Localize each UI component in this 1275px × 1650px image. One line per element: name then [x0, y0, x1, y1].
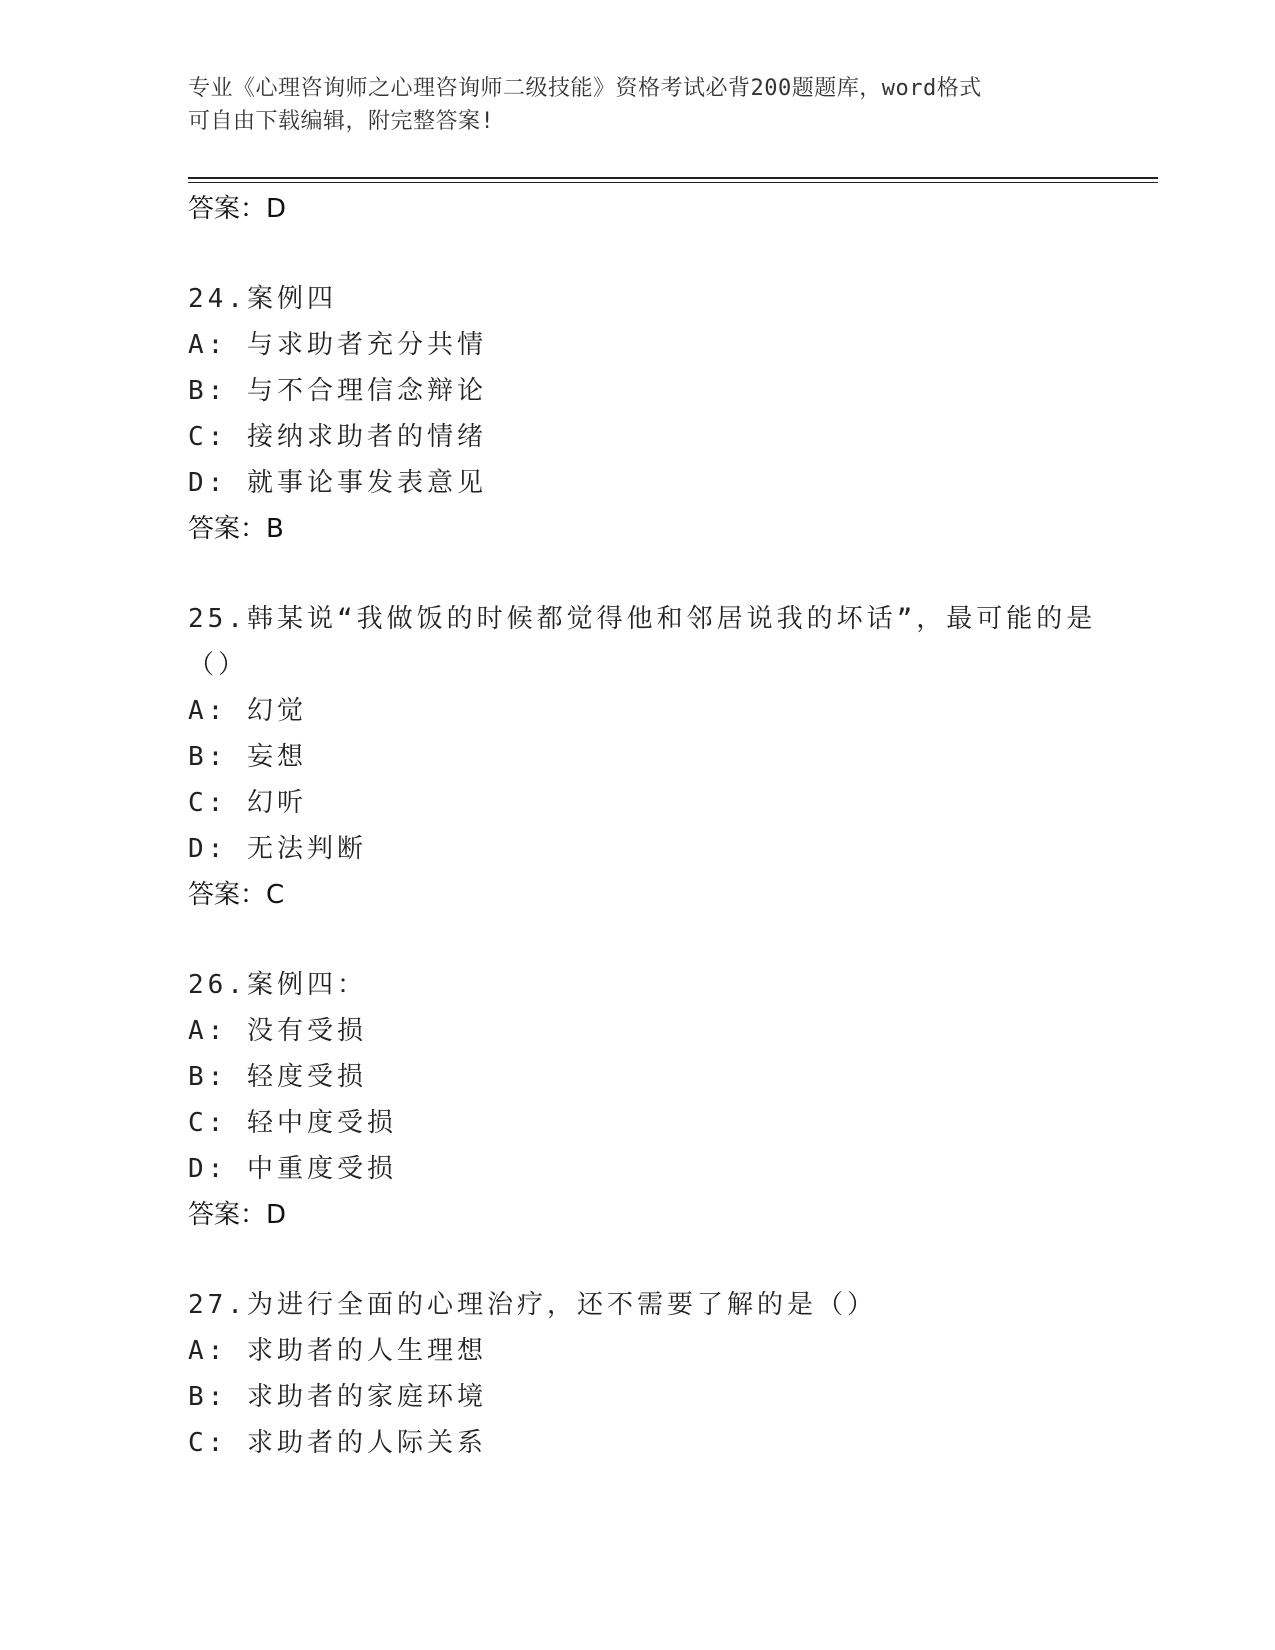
spacer: [188, 1238, 1088, 1282]
spacer: [188, 918, 1088, 962]
question-title: 27.为进行全面的心理治疗，还不需要了解的是（）: [188, 1290, 877, 1320]
header-line-1: 专业《心理咨询师之心理咨询师二级技能》资格考试必背200题题库，word格式: [188, 76, 982, 101]
answer-line: 答案：D: [188, 194, 287, 224]
question-block: [188, 962, 1088, 1238]
question-block: [188, 1282, 1088, 1466]
question-block: [188, 276, 1088, 552]
spacer: [188, 232, 1088, 276]
question-title: 25.韩某说“我做饭的时候都觉得他和邻居说我的坏话”，最可能的是: [188, 604, 1097, 634]
header-line-2: 可自由下载编辑，附完整答案!: [188, 109, 495, 134]
option-c: C: 求助者的人际关系: [188, 1428, 487, 1458]
answer-line: 答案：D: [188, 1200, 287, 1230]
option-c: C: 轻中度受损: [188, 1108, 397, 1138]
option-d: D: 就事论事发表意见: [188, 468, 487, 498]
option-d: D: 无法判断: [188, 834, 367, 864]
document-header: [188, 72, 1068, 138]
header-divider-thick: [188, 177, 1158, 179]
answer-line: 答案：B: [188, 514, 284, 544]
header-divider-thin: [188, 182, 1158, 183]
option-b: B: 与不合理信念辩论: [188, 376, 487, 406]
option-a: A: 没有受损: [188, 1016, 367, 1046]
spacer: [188, 552, 1088, 596]
answer-line: 答案：C: [188, 880, 285, 910]
question-list: [188, 186, 1097, 1466]
question-block: [188, 596, 1097, 918]
question-title-continued: （）: [188, 650, 249, 680]
option-b: B: 求助者的家庭环境: [188, 1382, 487, 1412]
option-c: C: 幻听: [188, 788, 307, 818]
option-a: A: 幻觉: [188, 696, 307, 726]
option-a: A: 求助者的人生理想: [188, 1336, 487, 1366]
option-a: A: 与求助者充分共情: [188, 330, 487, 360]
option-c: C: 接纳求助者的情绪: [188, 422, 487, 452]
option-d: D: 中重度受损: [188, 1154, 397, 1184]
option-b: B: 妄想: [188, 742, 307, 772]
option-b: B: 轻度受损: [188, 1062, 367, 1092]
question-title: 24.案例四: [188, 284, 337, 314]
question-title: 26.案例四：: [188, 970, 367, 1000]
